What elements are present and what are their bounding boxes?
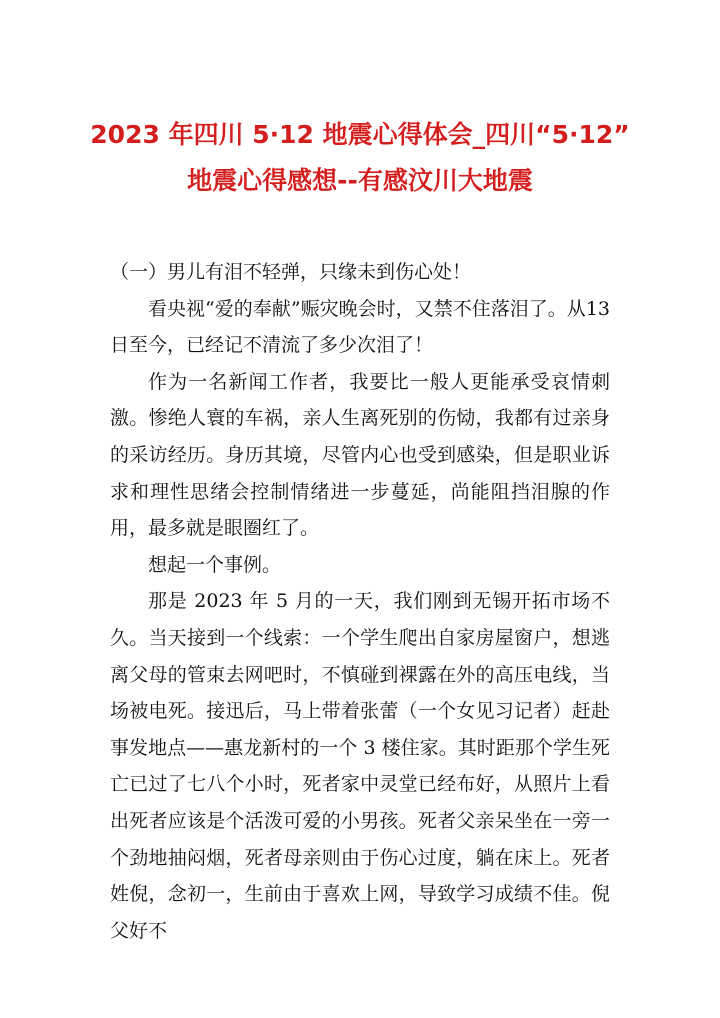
title-line-1: 2023 年四川 5·12 地震心得体会_四川“5·12” (90, 120, 630, 149)
document-body (110, 254, 610, 949)
paragraph-2: 作为一名新闻工作者，我要比一般人更能承受哀情刺激。惨绝人寰的车祸，亲人生离死别的伤恸，我都有过亲身的采访经历。身历其境，尽管内心也受到感染，但是职业诉求和理性思绪会控制情绪进一步蔓延，尚能阻挡泪腺的作用，最多就是眼圈红了。 (110, 370, 610, 540)
paragraph-4: 那是 2023 年 5 月的一天，我们刚到无锡开拓市场不久。当天接到一个线索：一个学生爬出自家房屋窗户，想逃离父母的管束去网吧时，不慎碰到裸露在外的高压电线，当场被电死。接迅后，马上带着张蕾（一个女见习记者）赶赴事发地点——惠龙新村的一个 3 楼住家。其时距那个学生死亡已过了七八个小时，死者家中灵堂已经布好，从照片上看出死者应该是个活泼可爱的小男孩。死者父亲呆坐在一旁一个劲地抽闷烟，死者母亲则由于伤心过度，躺在床上。死者姓倪，念初一，生前由于喜欢上网，导致学习成绩不佳。倪父好不 (110, 590, 610, 942)
document-title (0, 112, 720, 204)
title-line-2: 地震心得感想--有感汶川大地震 (187, 166, 533, 195)
paragraph-1: 看央视“爱的奉献”赈灾晚会时，又禁不住落泪了。从13 日至今，已经记不清流了多少次泪了！ (110, 297, 610, 357)
paragraph-3: 想起一个事例。 (148, 553, 282, 576)
section-heading: （一）男儿有泪不轻弹，只缘未到伤心处！ (110, 261, 472, 283)
